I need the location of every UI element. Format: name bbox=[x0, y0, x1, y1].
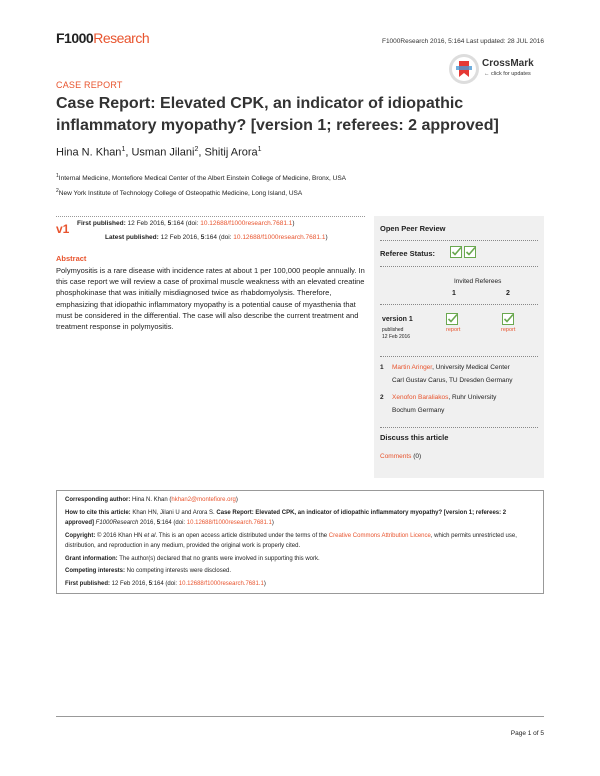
author-name[interactable]: Hina N. Khan bbox=[56, 146, 122, 159]
cite-doi-link[interactable]: 10.12688/f1000research.7681.1 bbox=[186, 520, 272, 526]
first-published-label: First published: bbox=[65, 580, 110, 587]
referee-col-2: 2 bbox=[506, 290, 510, 297]
approved-check-icon bbox=[464, 246, 476, 258]
referee-affil: Carl Gustav Carus, TU Dresden Germany bbox=[392, 377, 513, 384]
comments-count: (0) bbox=[411, 453, 422, 460]
grant-text: The author(s) declared that no grants were involved in supporting this work. bbox=[117, 555, 320, 562]
discuss-heading: Discuss this article bbox=[380, 433, 449, 442]
crossmark-badge[interactable] bbox=[448, 53, 548, 89]
paren-close: ) bbox=[263, 580, 266, 587]
competing-label: Competing interests: bbox=[65, 568, 126, 574]
author-sup: 1 bbox=[257, 146, 262, 153]
version-label: version 1 bbox=[382, 316, 413, 323]
grant-label: Grant information: bbox=[65, 555, 118, 562]
article-type-label: CASE REPORT bbox=[56, 80, 123, 90]
volume: 5 bbox=[167, 220, 172, 227]
open-peer-review-title: Open Peer Review bbox=[380, 224, 446, 233]
cite-page: :164 (doi: bbox=[160, 520, 187, 526]
version-published bbox=[382, 327, 410, 341]
crossmark-subtitle: ← click for updates bbox=[484, 71, 531, 77]
author-name[interactable]: Shitij Arora bbox=[204, 146, 258, 159]
referee-item bbox=[380, 361, 513, 387]
copyright-text: © 2016 Khan HN bbox=[95, 532, 145, 539]
cite-title: Case Report: Elevated CPK, an indicator of idiopathic inflammatory myopathy? [version 1; referees: 2 approved] bbox=[65, 509, 507, 526]
copyright bbox=[65, 531, 535, 552]
latest-published-label: Latest published: bbox=[105, 234, 159, 241]
author-list bbox=[56, 146, 262, 159]
cite-year: 2016, bbox=[138, 520, 157, 526]
page-ref: :164 (doi: bbox=[152, 580, 179, 587]
doi-link[interactable]: 10.12688/f1000research.7681.1 bbox=[200, 220, 293, 227]
divider bbox=[380, 356, 538, 357]
approved-check-icon bbox=[502, 313, 514, 325]
first-published-line bbox=[77, 220, 295, 227]
competing-text: No competing interests were disclosed. bbox=[125, 568, 232, 574]
first-published-date: 12 Feb 2016, bbox=[125, 220, 168, 227]
copyright-label: Copyright: bbox=[65, 532, 96, 539]
approved-check-icon bbox=[450, 246, 462, 258]
grant-information bbox=[65, 554, 535, 565]
divider bbox=[380, 266, 538, 267]
crossmark-icon bbox=[448, 53, 480, 85]
referee-name[interactable]: Martin Aringer bbox=[392, 364, 433, 371]
corr-label: Corresponding author: bbox=[65, 497, 131, 503]
affiliation-item bbox=[56, 170, 346, 185]
journal-logo[interactable] bbox=[56, 30, 149, 46]
license-link[interactable]: Creative Commons Attribution Licence bbox=[328, 532, 431, 539]
published-label: published bbox=[382, 327, 404, 333]
published-date: 12 Feb 2016 bbox=[382, 334, 411, 340]
doi-link[interactable]: 10.12688/f1000research.7681.1 bbox=[233, 234, 326, 241]
referee-index: 1 bbox=[380, 364, 384, 371]
header-meta: F1000Research 2016, 5:164 Last updated: 28 JUL 2016 bbox=[381, 38, 544, 45]
referee-affil: , University Medical Center bbox=[432, 364, 510, 371]
divider bbox=[56, 216, 365, 217]
affiliation-text: Internal Medicine, Montefiore Medical Center of the Albert Einstein College of Medicine, Bronx, USA bbox=[58, 175, 347, 183]
report-link-1[interactable]: report bbox=[446, 327, 461, 333]
open-peer-review-panel bbox=[374, 216, 544, 478]
author-sep: , bbox=[198, 146, 205, 159]
article-info-box bbox=[56, 490, 544, 594]
volume: 5 bbox=[148, 580, 153, 587]
abstract-text: Polymyositis is a rare disease with incidence rates at about 1 per 100,000 people annually. In this case report we will review a case of proximal muscle weakness with an elevated creatine phosphokinase that was initially misdiagnosed twice as rhabdomyolysis. Therefore, emphasizing that idiopathic inflammatory myopathy is a potential cause of myasthenia that must be considered in the differential. The case will also describe the current treatment and treatment response in polymyositis. bbox=[56, 266, 365, 332]
how-to-cite bbox=[65, 508, 535, 529]
article-title: Case Report: Elevated CPK, an indicator of idiopathic inflammatory myopathy? [version 1; referees: 2 approved] bbox=[56, 95, 499, 134]
referee-index: 2 bbox=[380, 394, 384, 401]
latest-published-date: 12 Feb 2016, bbox=[158, 234, 201, 241]
corresponding-author bbox=[65, 495, 535, 506]
paren-close: ) bbox=[271, 520, 274, 526]
comments-link[interactable]: Comments bbox=[380, 453, 412, 460]
divider bbox=[380, 427, 538, 428]
doi-link[interactable]: 10.12688/f1000research.7681.1 bbox=[178, 580, 264, 587]
footer-divider bbox=[56, 716, 544, 717]
divider bbox=[380, 304, 538, 305]
affiliations bbox=[56, 170, 346, 200]
page-ref: :164 (doi: bbox=[171, 220, 201, 227]
cite-authors: Khan HN, Jilani U and Arora S. bbox=[130, 509, 217, 516]
first-published-label: First published: bbox=[77, 220, 126, 227]
divider bbox=[380, 240, 538, 241]
logo-research: Research bbox=[93, 30, 150, 46]
cite-volume: 5 bbox=[156, 520, 161, 526]
comments bbox=[380, 453, 421, 460]
referee-col-1: 1 bbox=[452, 290, 456, 297]
author-sep: , bbox=[125, 146, 132, 159]
affiliation-text: New York Institute of Technology College of Osteopathic Medicine, Long Island, USA bbox=[58, 190, 303, 198]
author-name[interactable]: Usman Jilani bbox=[131, 146, 195, 159]
affiliation-sup: 1 bbox=[56, 173, 59, 179]
author-sup: 1 bbox=[121, 146, 126, 153]
latest-published-line bbox=[105, 234, 328, 241]
page-ref: :164 (doi: bbox=[204, 234, 234, 241]
paren-close: ) bbox=[325, 234, 328, 241]
version-tag: v1 bbox=[56, 222, 70, 236]
paren-close: ) bbox=[235, 497, 238, 503]
first-published-info bbox=[65, 579, 535, 590]
copyright-text: , which permits unrestricted use, distribution, and reproduction in any medium, provided the original work is properly cited. bbox=[65, 532, 517, 549]
author-sup: 2 bbox=[194, 146, 199, 153]
paren-close: ) bbox=[292, 220, 295, 227]
approved-check-icon bbox=[446, 313, 458, 325]
affiliation-item bbox=[56, 185, 346, 200]
affiliation-sup: 2 bbox=[56, 188, 59, 195]
page-number: Page 1 of 5 bbox=[510, 730, 544, 737]
cite-label: How to cite this article: bbox=[65, 509, 131, 516]
abstract-heading: Abstract bbox=[56, 254, 87, 263]
logo-f1000: F1000 bbox=[56, 30, 94, 46]
referee-affil: , Ruhr University bbox=[448, 394, 497, 401]
competing-interests bbox=[65, 566, 535, 577]
referee-status-label: Referee Status: bbox=[380, 249, 436, 258]
referee-name[interactable]: Xenofon Baraliakos bbox=[392, 394, 449, 401]
report-link-2[interactable]: report bbox=[501, 327, 516, 333]
invited-referees-label: Invited Referees bbox=[454, 278, 502, 285]
cite-journal: F1000Research bbox=[94, 520, 139, 526]
referee-item bbox=[380, 391, 496, 417]
volume: 5 bbox=[200, 234, 205, 241]
copyright-text: . This is an open access article distributed under the terms of the bbox=[155, 532, 329, 539]
crossmark-title: CrossMark bbox=[482, 58, 534, 69]
corr-text: Hina N. Khan ( bbox=[130, 497, 172, 503]
corr-email-link[interactable]: hkhan2@montefiore.org bbox=[171, 497, 236, 503]
referee-affil: Bochum Germany bbox=[392, 407, 445, 414]
copyright-etal: et al bbox=[144, 532, 156, 539]
first-published-date: 12 Feb 2016, bbox=[110, 580, 149, 587]
